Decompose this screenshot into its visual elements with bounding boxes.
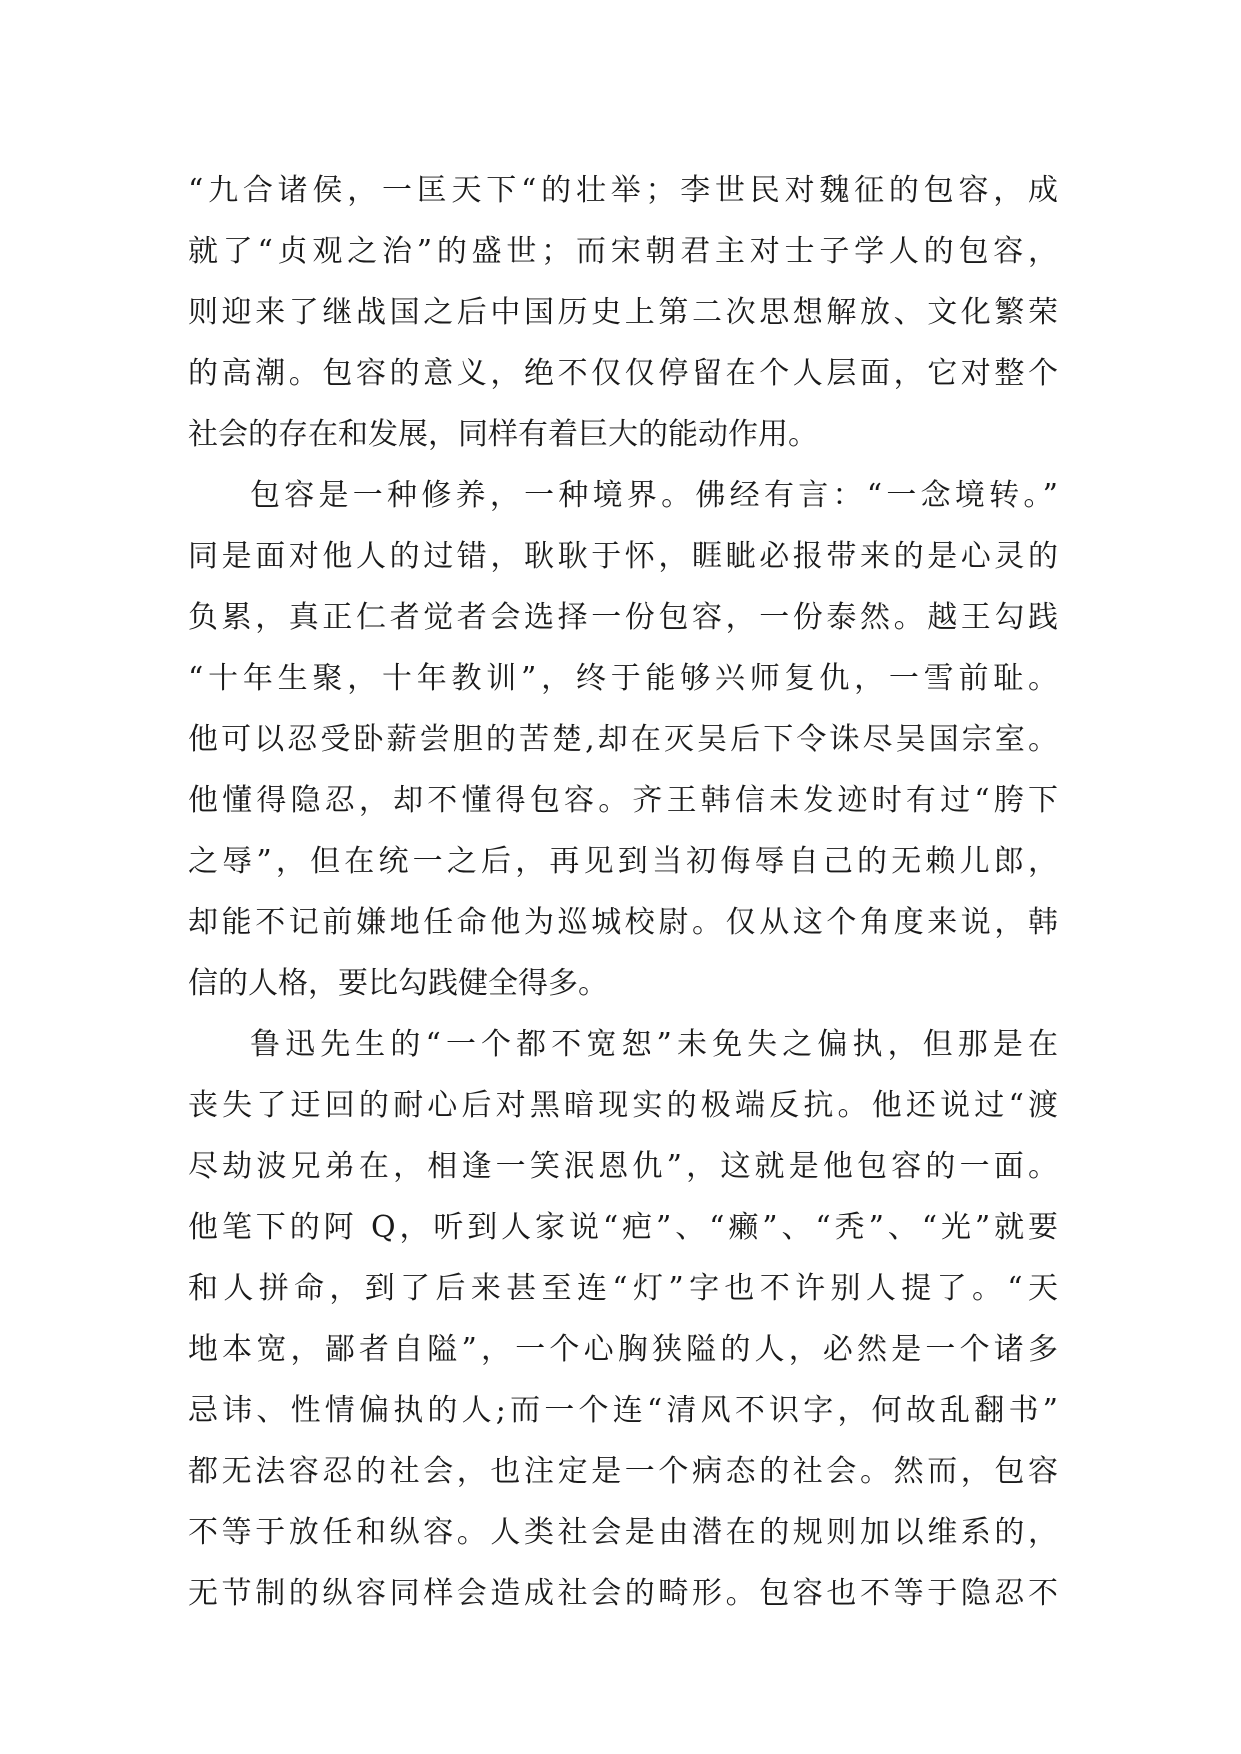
text-line: “十年生聚，十年教训”，终于能够兴师复仇，一雪前耻。 <box>188 661 1058 696</box>
text-line: 都无法容忍的社会，也注定是一个病态的社会。然而，包容 <box>188 1454 1058 1489</box>
body-text <box>188 160 1058 1624</box>
text-line: 他可以忍受卧薪尝胆的苦楚,却在灭吴后下令诛尽吴国宗室。 <box>188 722 1058 757</box>
text-line: 和人拼命，到了后来甚至连“灯”字也不许别人提了。“天 <box>188 1271 1058 1306</box>
text-line: 就了“贞观之治”的盛世；而宋朝君主对士子学人的包容， <box>188 234 1058 269</box>
text-line: 社会的存在和发展，同样有着巨大的能动作用。 <box>188 417 818 452</box>
text-line: “九合诸侯，一匡天下“的壮举；李世民对魏征的包容，成 <box>188 173 1058 208</box>
text-line: 他懂得隐忍，却不懂得包容。齐王韩信未发迹时有过“胯下 <box>188 783 1058 818</box>
text-line: 鲁迅先生的“一个都不宽恕”未免失之偏执，但那是在 <box>250 1027 1058 1062</box>
text-line: 尽劫波兄弟在，相逢一笑泯恩仇”，这就是他包容的一面。 <box>188 1149 1058 1184</box>
text-line: 却能不记前嫌地任命他为巡城校尉。仅从这个角度来说，韩 <box>188 905 1058 940</box>
text-line: 同是面对他人的过错，耿耿于怀，睚眦必报带来的是心灵的 <box>188 539 1058 574</box>
text-line: 包容是一种修养，一种境界。佛经有言：“一念境转。” <box>250 478 1058 513</box>
text-line: 忌讳、性情偏执的人;而一个连“清风不识字，何故乱翻书” <box>188 1393 1058 1428</box>
text-line: 的高潮。包容的意义，绝不仅仅停留在个人层面，它对整个 <box>188 356 1058 391</box>
paragraph <box>188 1014 1058 1624</box>
text-line: 负累，真正仁者觉者会选择一份包容，一份泰然。越王勾践 <box>188 600 1058 635</box>
text-line: 则迎来了继战国之后中国历史上第二次思想解放、文化繁荣 <box>188 295 1058 330</box>
text-line: 丧失了迂回的耐心后对黑暗现实的极端反抗。他还说过“渡 <box>188 1088 1058 1123</box>
text-line: 他笔下的阿 Q，听到人家说“疤”、“癞”、“秃”、“光”就要 <box>188 1210 1058 1245</box>
text-line: 不等于放任和纵容。人类社会是由潜在的规则加以维系的， <box>188 1515 1058 1550</box>
text-line: 地本宽，鄙者自隘”，一个心胸狭隘的人，必然是一个诸多 <box>188 1332 1058 1367</box>
paragraph <box>188 160 1058 465</box>
text-line: 信的人格，要比勾践健全得多。 <box>188 966 608 1001</box>
text-line: 之辱”，但在统一之后，再见到当初侮辱自己的无赖儿郎， <box>188 844 1058 879</box>
paragraph <box>188 465 1058 1014</box>
text-line: 无节制的纵容同样会造成社会的畸形。包容也不等于隐忍不 <box>188 1576 1058 1611</box>
